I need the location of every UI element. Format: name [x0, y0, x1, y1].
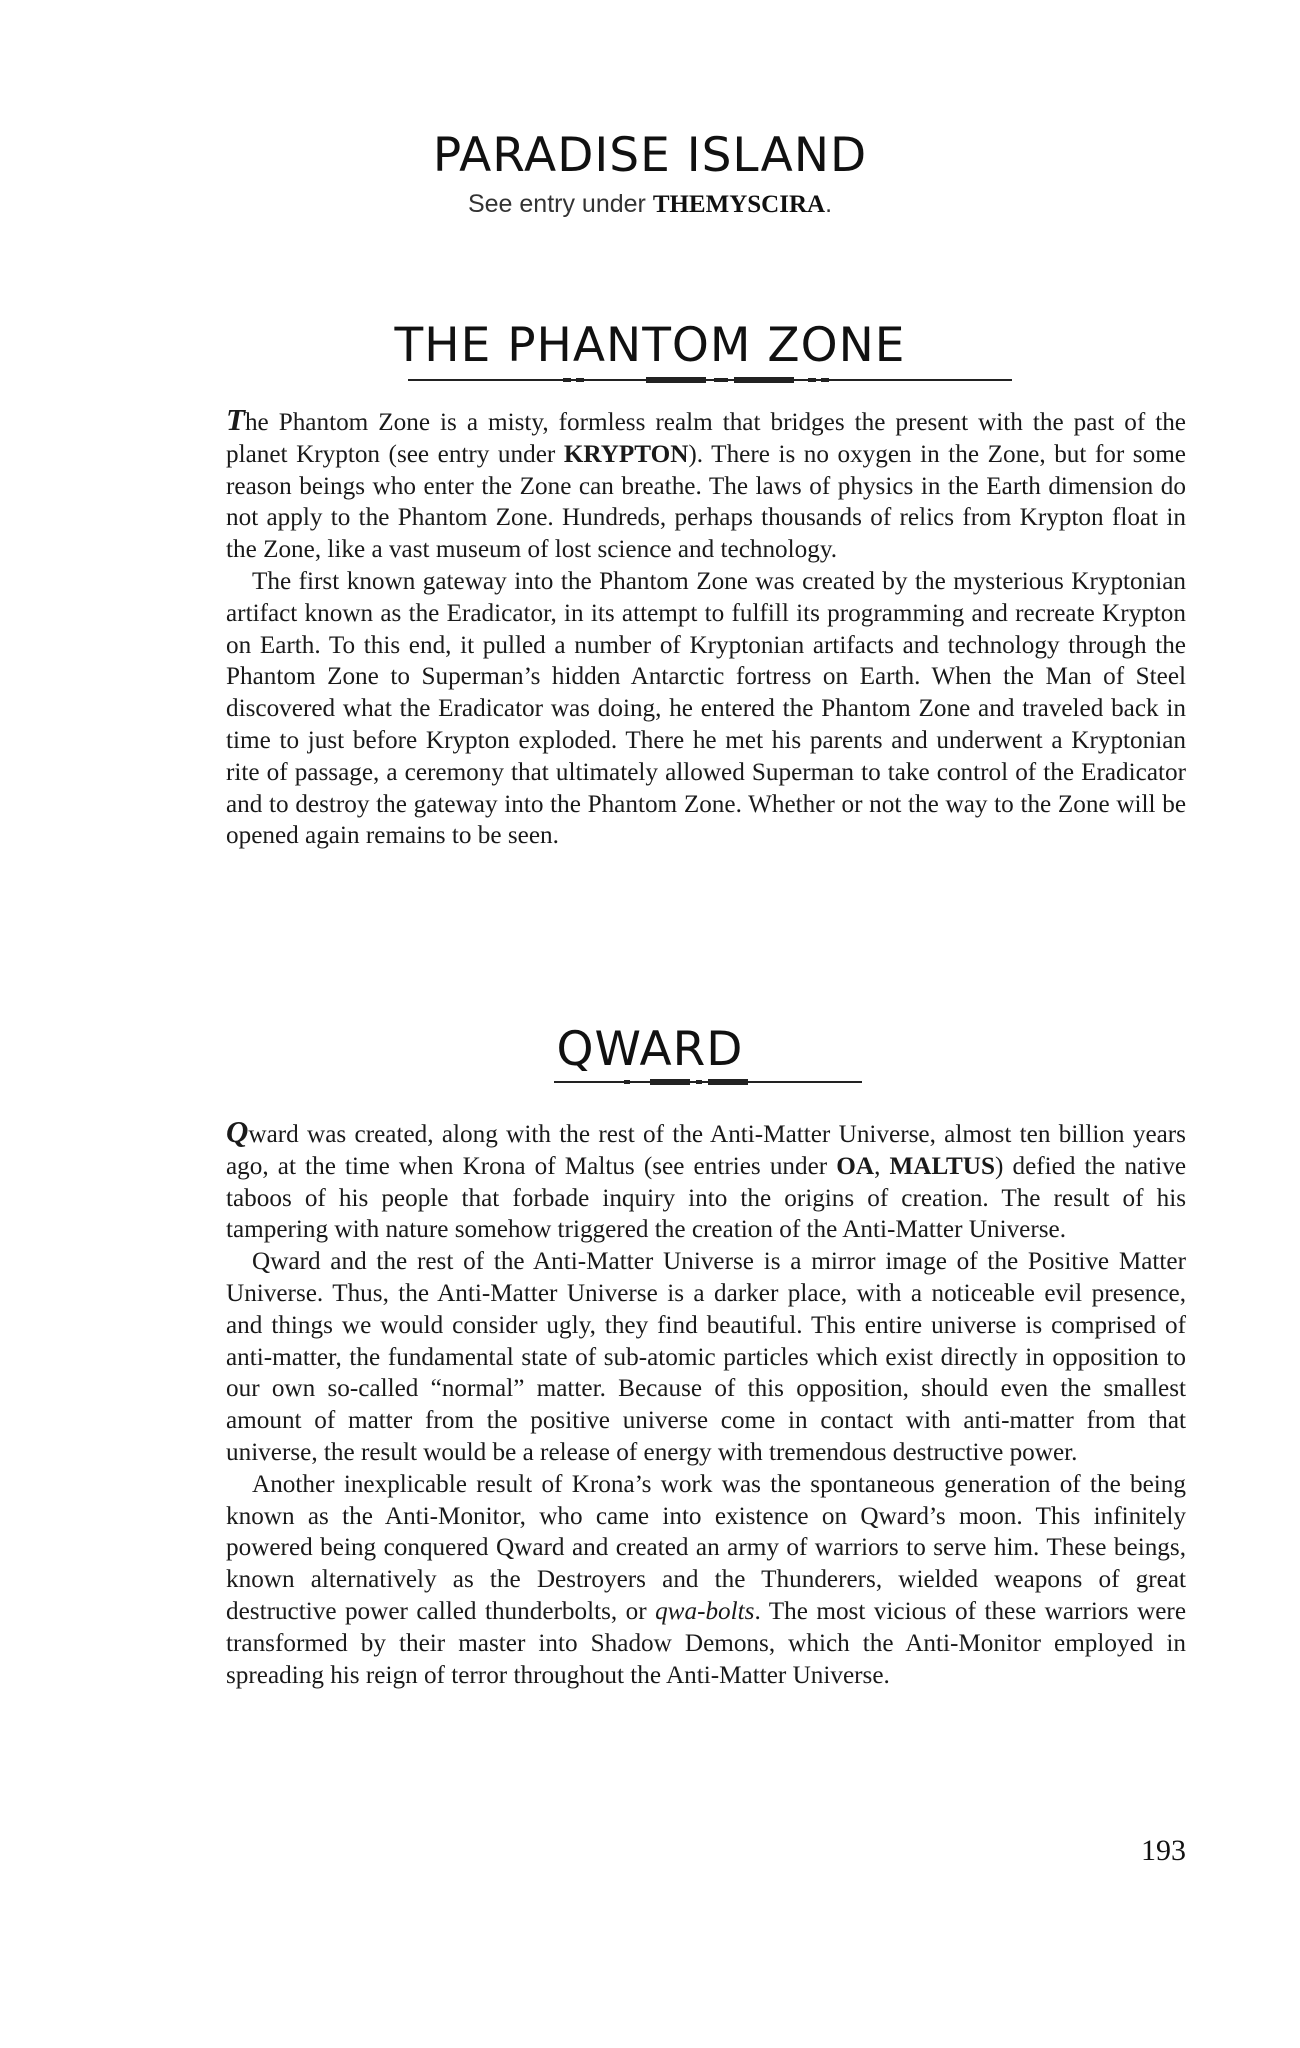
qward-p1-text-b: ) defied the native taboos of his people that forbade inquiry into the origins of creation. The result of his tampering with nature somehow triggered the creation of the Anti-Matter Universe.: [226, 1152, 1186, 1244]
see-entry-suffix: .: [825, 190, 833, 218]
oa-reference: OA: [836, 1152, 875, 1180]
maltus-reference: MALTUS: [889, 1152, 995, 1180]
qward-paragraph-1: [226, 1116, 1186, 1246]
see-entry-prefix: See entry under: [467, 190, 653, 218]
phantom-zone-paragraph-2: The first known gateway into the Phantom Zone was created by the mysterious Kryptonian artifact known as the Eradicator, in its attempt to fulfill its programming and recreate Krypton on Earth. To this end, it pulled a number of Kryptonian artifacts and technology through the Phantom Zone to Superman’s hidden Antarctic fortress on Earth. When the Man of Steel discovered what the Eradicator was doing, he entered the Phantom Zone and traveled back in time to just before Krypton exploded. There he met his parents and underwent a Kryptonian rite of passage, a ceremony that ultimately allowed Superman to take control of the Eradicator and to destroy the gateway into the Phantom Zone. Whether or not the way to the Zone will be opened again remains to be seen.: [226, 567, 1186, 850]
qward-p1-text-a: ward was created, along with the rest of the Anti-Matter Universe, almost ten billion years ago, at the time when Krona of Maltus (see entries under: [226, 1121, 1186, 1180]
qward-p3-text-b: . The most vicious of these warriors were transformed by their master into Shadow Demons, which the Anti-Monitor employed in spreading his reign of terror throughout the Anti-Matter Universe.: [226, 1597, 1187, 1689]
phantom-drop-cap: T: [226, 402, 245, 437]
qward-p1-separator: ,: [874, 1152, 890, 1180]
qward-drop-cap: Q: [226, 1114, 249, 1149]
krypton-reference: KRYPTON: [563, 440, 689, 468]
phantom-p1-text-a: he Phantom Zone is a misty, formless realm that bridges the present with the past of the planet Krypton (see entry under: [226, 409, 1186, 468]
qward-p3-text-a: Another inexplicable result of Krona’s work was the spontaneous generation of the being known as the Anti-Monitor, who came into existence on Qward’s moon. This infinitely powered being conquered Qward and created an army of warriors to serve him. These beings, known alternatively as the Destroyers and the Thunderers, wielded weapons of great destructive power called thunderbolts, or: [226, 1470, 1186, 1625]
qward-heading: QWARD: [556, 1022, 744, 1077]
themyscira-reference: THEMYSCIRA: [652, 191, 826, 218]
qward-body: [226, 1116, 1186, 1691]
phantom-p1-text-b: ). There is no oxygen in the Zone, but for some reason beings who enter the Zone can breathe. The laws of physics in the Earth dimension do not apply to the Phantom Zone. Hundreds, perhaps thousands of relics from Krypton float in the Zone, like a vast museum of lost science and technology.: [226, 440, 1186, 564]
paradise-island-heading: PARADISE ISLAND: [432, 128, 868, 183]
phantom-zone-paragraph-1: [226, 404, 1186, 566]
page-number: 193: [1141, 1834, 1186, 1867]
qwa-bolts-term: qwa-bolts: [655, 1597, 755, 1625]
phantom-zone-heading: THE PHANTOM ZONE: [394, 318, 906, 373]
phantom-zone-body: [226, 404, 1186, 852]
qward-divider: [554, 1077, 862, 1087]
phantom-zone-divider: [408, 374, 1012, 386]
qward-paragraph-3: [226, 1469, 1186, 1692]
qward-paragraph-2: Qward and the rest of the Anti-Matter Universe is a mirror image of the Positive Matter Universe. Thus, the Anti-Matter Universe is a darker place, with a noticeable evil presence, and things we would consider ugly, they find beautiful. This entire universe is comprised of anti-matter, the fundamental state of sub-atomic particles which exist directly in opposition to our own so-called “normal” matter. Because of this opposition, should even the smallest amount of matter from the positive universe come in contact with anti-matter from that universe, the result would be a release of energy with tremendous destructive power.: [226, 1248, 1186, 1466]
paradise-see-entry: [0, 190, 1300, 219]
